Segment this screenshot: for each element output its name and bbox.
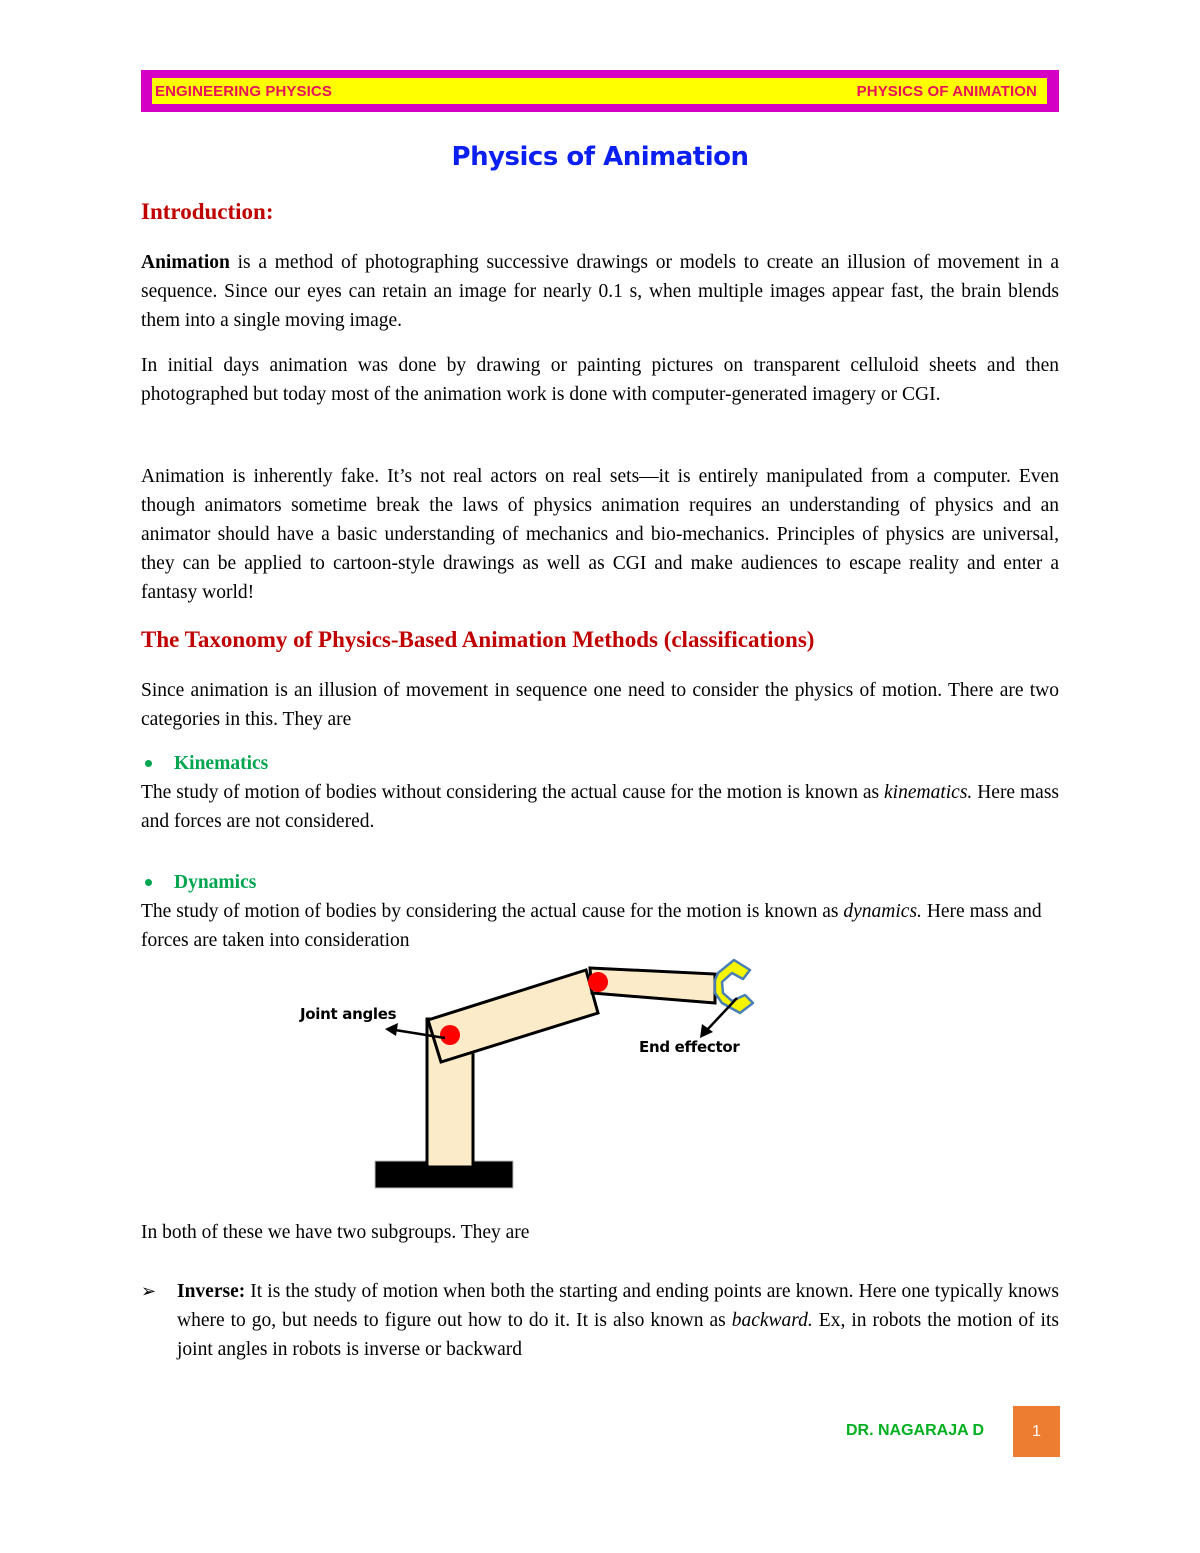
dynamics-text-after: Here mass and forces are taken into consideration — [141, 901, 1042, 951]
bullet-dot-icon — [145, 760, 152, 767]
arrowhead-bullet-icon: ➢ — [141, 1281, 157, 1301]
header-right: PHYSICS OF ANIMATION — [856, 82, 1037, 100]
kinematics-text: The study of motion of bodies without considering the actual cause for the motion is known as — [141, 782, 885, 803]
robot-arm-icon — [290, 955, 790, 1195]
intro-section — [141, 197, 1059, 226]
intro-p1 — [141, 248, 1059, 335]
taxonomy-intro-text: Since animation is an illusion of movement in sequence one need to consider the physics of motion. There are two categories in this. They are — [141, 680, 1059, 730]
intro-p2-text: In initial days animation was done by drawing or painting pictures on transparent celluloid sheets and then photographed but today most of the animation work is done with computer-generated imagery or CGI. — [141, 355, 1059, 405]
dynamics-bullet — [141, 868, 1059, 897]
taxonomy-heading: The Taxonomy of Physics-Based Animation Methods (classifications) — [141, 627, 815, 652]
header-left: ENGINEERING PHYSICS — [155, 82, 332, 100]
dynamics-text: The study of motion of bodies by considering the actual cause for the motion is known as — [141, 901, 844, 922]
intro-p1-text: is a method of photographing successive drawings or models to create an illusion of movement in a sequence. Since our eyes can retain an image for nearly 0.1 s, when multiple images appear fast, the brain blends them into a single moving image. — [141, 252, 1059, 331]
inverse-text: It is the study of motion when both the starting and ending points are known. Here one typically knows where to go, but needs to figure out how to do it. It is also known as — [177, 1281, 1059, 1331]
bullet-dot-icon — [145, 879, 152, 886]
taxonomy-intro — [141, 676, 1059, 734]
kinematics-label: Kinematics — [174, 753, 269, 774]
inverse-term: backward. — [731, 1310, 813, 1331]
dynamics-term: dynamics. — [843, 901, 922, 922]
page-number: 1 — [1013, 1406, 1060, 1457]
subgroups-intro — [141, 1218, 1059, 1247]
joint-angles-label: Joint angles — [300, 1005, 397, 1023]
robot-arm-diagram — [290, 955, 790, 1195]
intro-p3 — [141, 462, 1059, 607]
inverse-label: Inverse: — [177, 1281, 246, 1302]
dynamics-label: Dynamics — [174, 872, 257, 893]
inverse-block — [141, 1277, 1059, 1364]
intro-p2 — [141, 351, 1059, 409]
intro-heading: Introduction: — [141, 199, 274, 224]
taxonomy-section — [141, 625, 1059, 654]
kinematics-bullet — [141, 749, 1059, 778]
dynamics-block — [141, 868, 1059, 955]
subgroups-intro-text: In both of these we have two subgroups. They are — [141, 1222, 530, 1243]
inverse-item — [141, 1277, 1059, 1364]
footer-author: DR. NAGARAJA D — [846, 1422, 985, 1439]
page-title: Physics of Animation — [451, 142, 749, 172]
intro-p3-text: Animation is inherently fake. It’s not real actors on real sets—it is entirely manipulated from a computer. Even though animators sometime break the laws of physics animation requires an understanding of physics and an animator should have a basic understanding of mechanics and bio-mechanics. Principles of physics are universal, they can be applied to cartoon-style drawings as well as CGI and make audiences to escape reality and enter a fantasy world! — [141, 466, 1059, 603]
kinematics-text-after: Here mass and forces are not considered. — [141, 782, 1059, 832]
end-effector-label: End effector — [639, 1038, 740, 1056]
inverse-text-after: Ex, in robots the motion of its joint angles in robots is inverse or backward — [177, 1310, 1059, 1360]
page-header — [141, 70, 1059, 112]
kinematics-term: kinematics. — [884, 782, 973, 803]
page-header-inner — [152, 78, 1047, 104]
kinematics-block — [141, 749, 1059, 836]
intro-p1-bold: Animation — [141, 252, 230, 273]
